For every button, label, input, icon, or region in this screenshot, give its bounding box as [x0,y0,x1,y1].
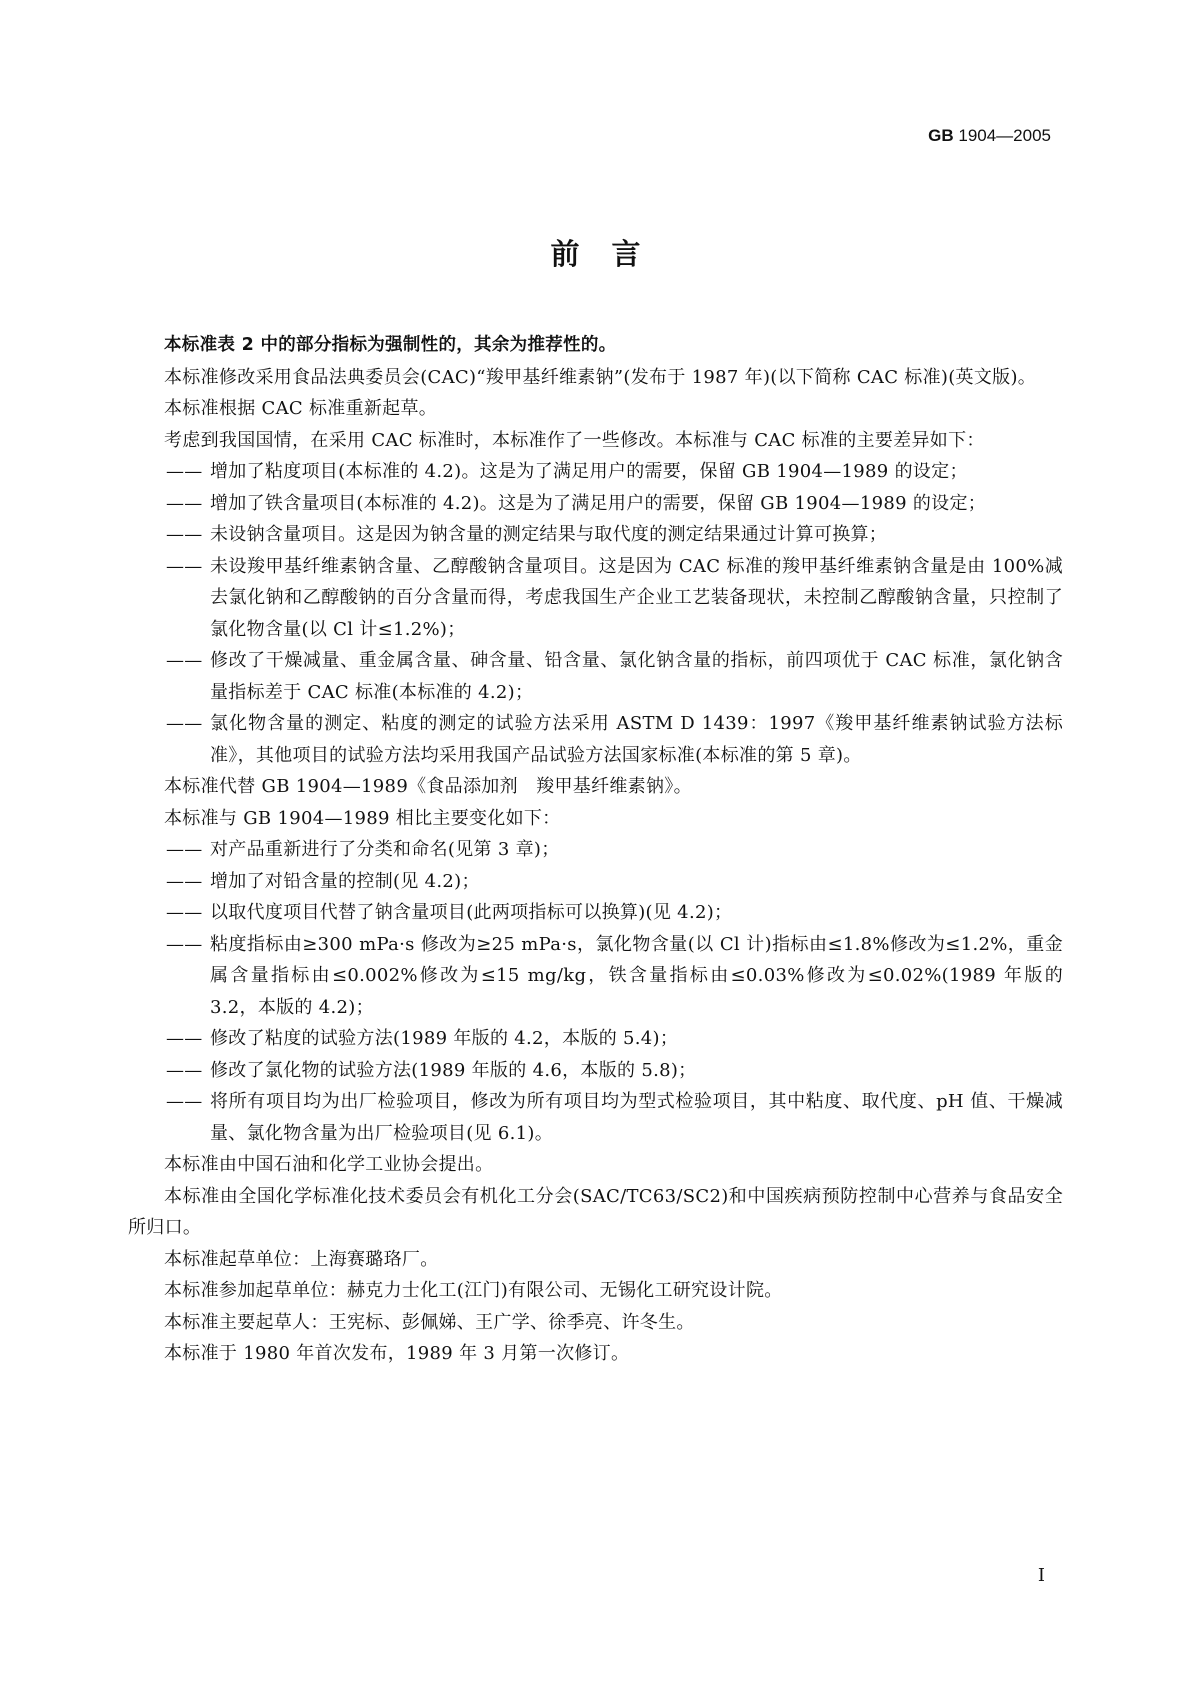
list-item: —— 对产品重新进行了分类和命名(见第 3 章)； [128,834,1063,866]
differences-list [128,456,1063,771]
dash-marker: —— [166,650,203,671]
dash-marker: —— [166,1028,203,1049]
list-item: —— 氯化物含量的测定、粘度的测定的试验方法采用 ASTM D 1439：1997《羧甲基纤维素钠试验方法标准》，其他项目的试验方法均采用我国产品试验方法国家标准(本标准的第 5 章)。 [128,708,1063,771]
paragraph-drafting: 本标准根据 CAC 标准重新起草。 [164,398,438,419]
list-item: —— 修改了氯化物的试验方法(1989 年版的 4.6，本版的 5.8)； [128,1055,1063,1087]
mandatory-statement: 本标准表 2 中的部分指标为强制性的，其余为推荐性的。 [164,335,617,355]
changes-list [128,834,1063,1149]
dash-marker: —— [166,933,203,955]
paragraph-replaces: 本标准代替 GB 1904—1989《食品添加剂 羧甲基纤维素钠》。 [164,776,692,797]
foreword-body [128,330,1063,1370]
page-title: 前言 [550,237,673,271]
paragraph-changes-intro: 本标准与 GB 1904—1989 相比主要变化如下： [164,807,561,829]
dash-marker: —— [166,461,203,482]
dash-marker: —— [166,902,203,923]
paragraph-jurisdiction: 本标准由全国化学标准化技术委员会有机化工分会(SAC/TC63/SC2)和中国疾病预防控制中心营养与食品安全所归口。 [128,1185,1063,1238]
paragraph-differences-intro: 考虑到我国国情，在采用 CAC 标准时，本标准作了一些修改。本标准与 CAC 标准的主要差异如下： [164,429,985,451]
list-item: —— 增加了铁含量项目(本标准的 4.2)。这是为了满足用户的需要，保留 GB 1904—1989 的设定； [128,488,1063,520]
paragraph-proposer: 本标准由中国石油和化学工业协会提出。 [164,1154,494,1175]
paragraph-drafting-unit: 本标准起草单位：上海赛璐珞厂。 [164,1248,439,1270]
dash-marker: —— [166,1091,203,1112]
paragraph-adoption: 本标准修改采用食品法典委员会(CAC)“羧甲基纤维素钠”(发布于 1987 年)(以下简称 CAC 标准)(英文版)。 [164,366,1037,388]
dash-marker: —— [166,870,203,892]
dash-marker: —— [166,555,203,577]
standard-code [928,126,1051,146]
dash-marker: —— [166,524,203,545]
list-item: —— 修改了干燥减量、重金属含量、砷含量、铅含量、氯化钠含量的指标，前四项优于 CAC 标准，氯化钠含量指标差于 CAC 标准(本标准的 4.2)； [128,645,1063,708]
standard-number: 1904—2005 [958,126,1051,145]
page-number: I [1037,1565,1045,1586]
list-item: —— 修改了粘度的试验方法(1989 年版的 4.2，本版的 5.4)； [128,1023,1063,1055]
paragraph-drafters: 本标准主要起草人：王宪标、彭佩娣、王广学、徐季亮、许冬生。 [164,1311,695,1333]
list-item: —— 将所有项目均为出厂检验项目，修改为所有项目均为型式检验项目，其中粘度、取代度、pH 值、干燥减量、氯化物含量为出厂检验项目(见 6.1)。 [128,1086,1063,1149]
list-item: —— 增加了粘度项目(本标准的 4.2)。这是为了满足用户的需要，保留 GB 1904—1989 的设定； [128,456,1063,488]
dash-marker: —— [166,839,203,860]
list-item: —— 未设钠含量项目。这是因为钠含量的测定结果与取代度的测定结果通过计算可换算； [128,519,1063,551]
list-item: —— 未设羧甲基纤维素钠含量、乙醇酸钠含量项目。这是因为 CAC 标准的羧甲基纤维素钠含量是由 100%减去氯化钠和乙醇酸钠的百分含量而得，考虑我国生产企业工艺装备现状，未控制乙醇酸钠含量，只控制了氯化物含量(以 Cl 计≤1.2%)； [128,551,1063,646]
list-item: —— 粘度指标由≥300 mPa·s 修改为≥25 mPa·s，氯化物含量(以 Cl 计)指标由≤1.8%修改为≤1.2%，重金属含量指标由≤0.002%修改为≤15 mg/kg，铁含量指标由≤0.03%修改为≤0.02%(1989 年版的 3.2，本版的 4.2)； [128,929,1063,1024]
standard-prefix: GB [928,126,954,145]
paragraph-participating-units: 本标准参加起草单位：赫克力士化工(江门)有限公司、无锡化工研究设计院。 [164,1280,783,1301]
dash-marker: —— [166,1059,203,1081]
paragraph-history: 本标准于 1980 年首次发布，1989 年 3 月第一次修订。 [164,1343,630,1364]
list-item: —— 以取代度项目代替了钠含量项目(此两项指标可以换算)(见 4.2)； [128,897,1063,929]
dash-marker: —— [166,492,203,514]
dash-marker: —— [166,713,203,734]
list-item: —— 增加了对铅含量的控制(见 4.2)； [128,866,1063,898]
